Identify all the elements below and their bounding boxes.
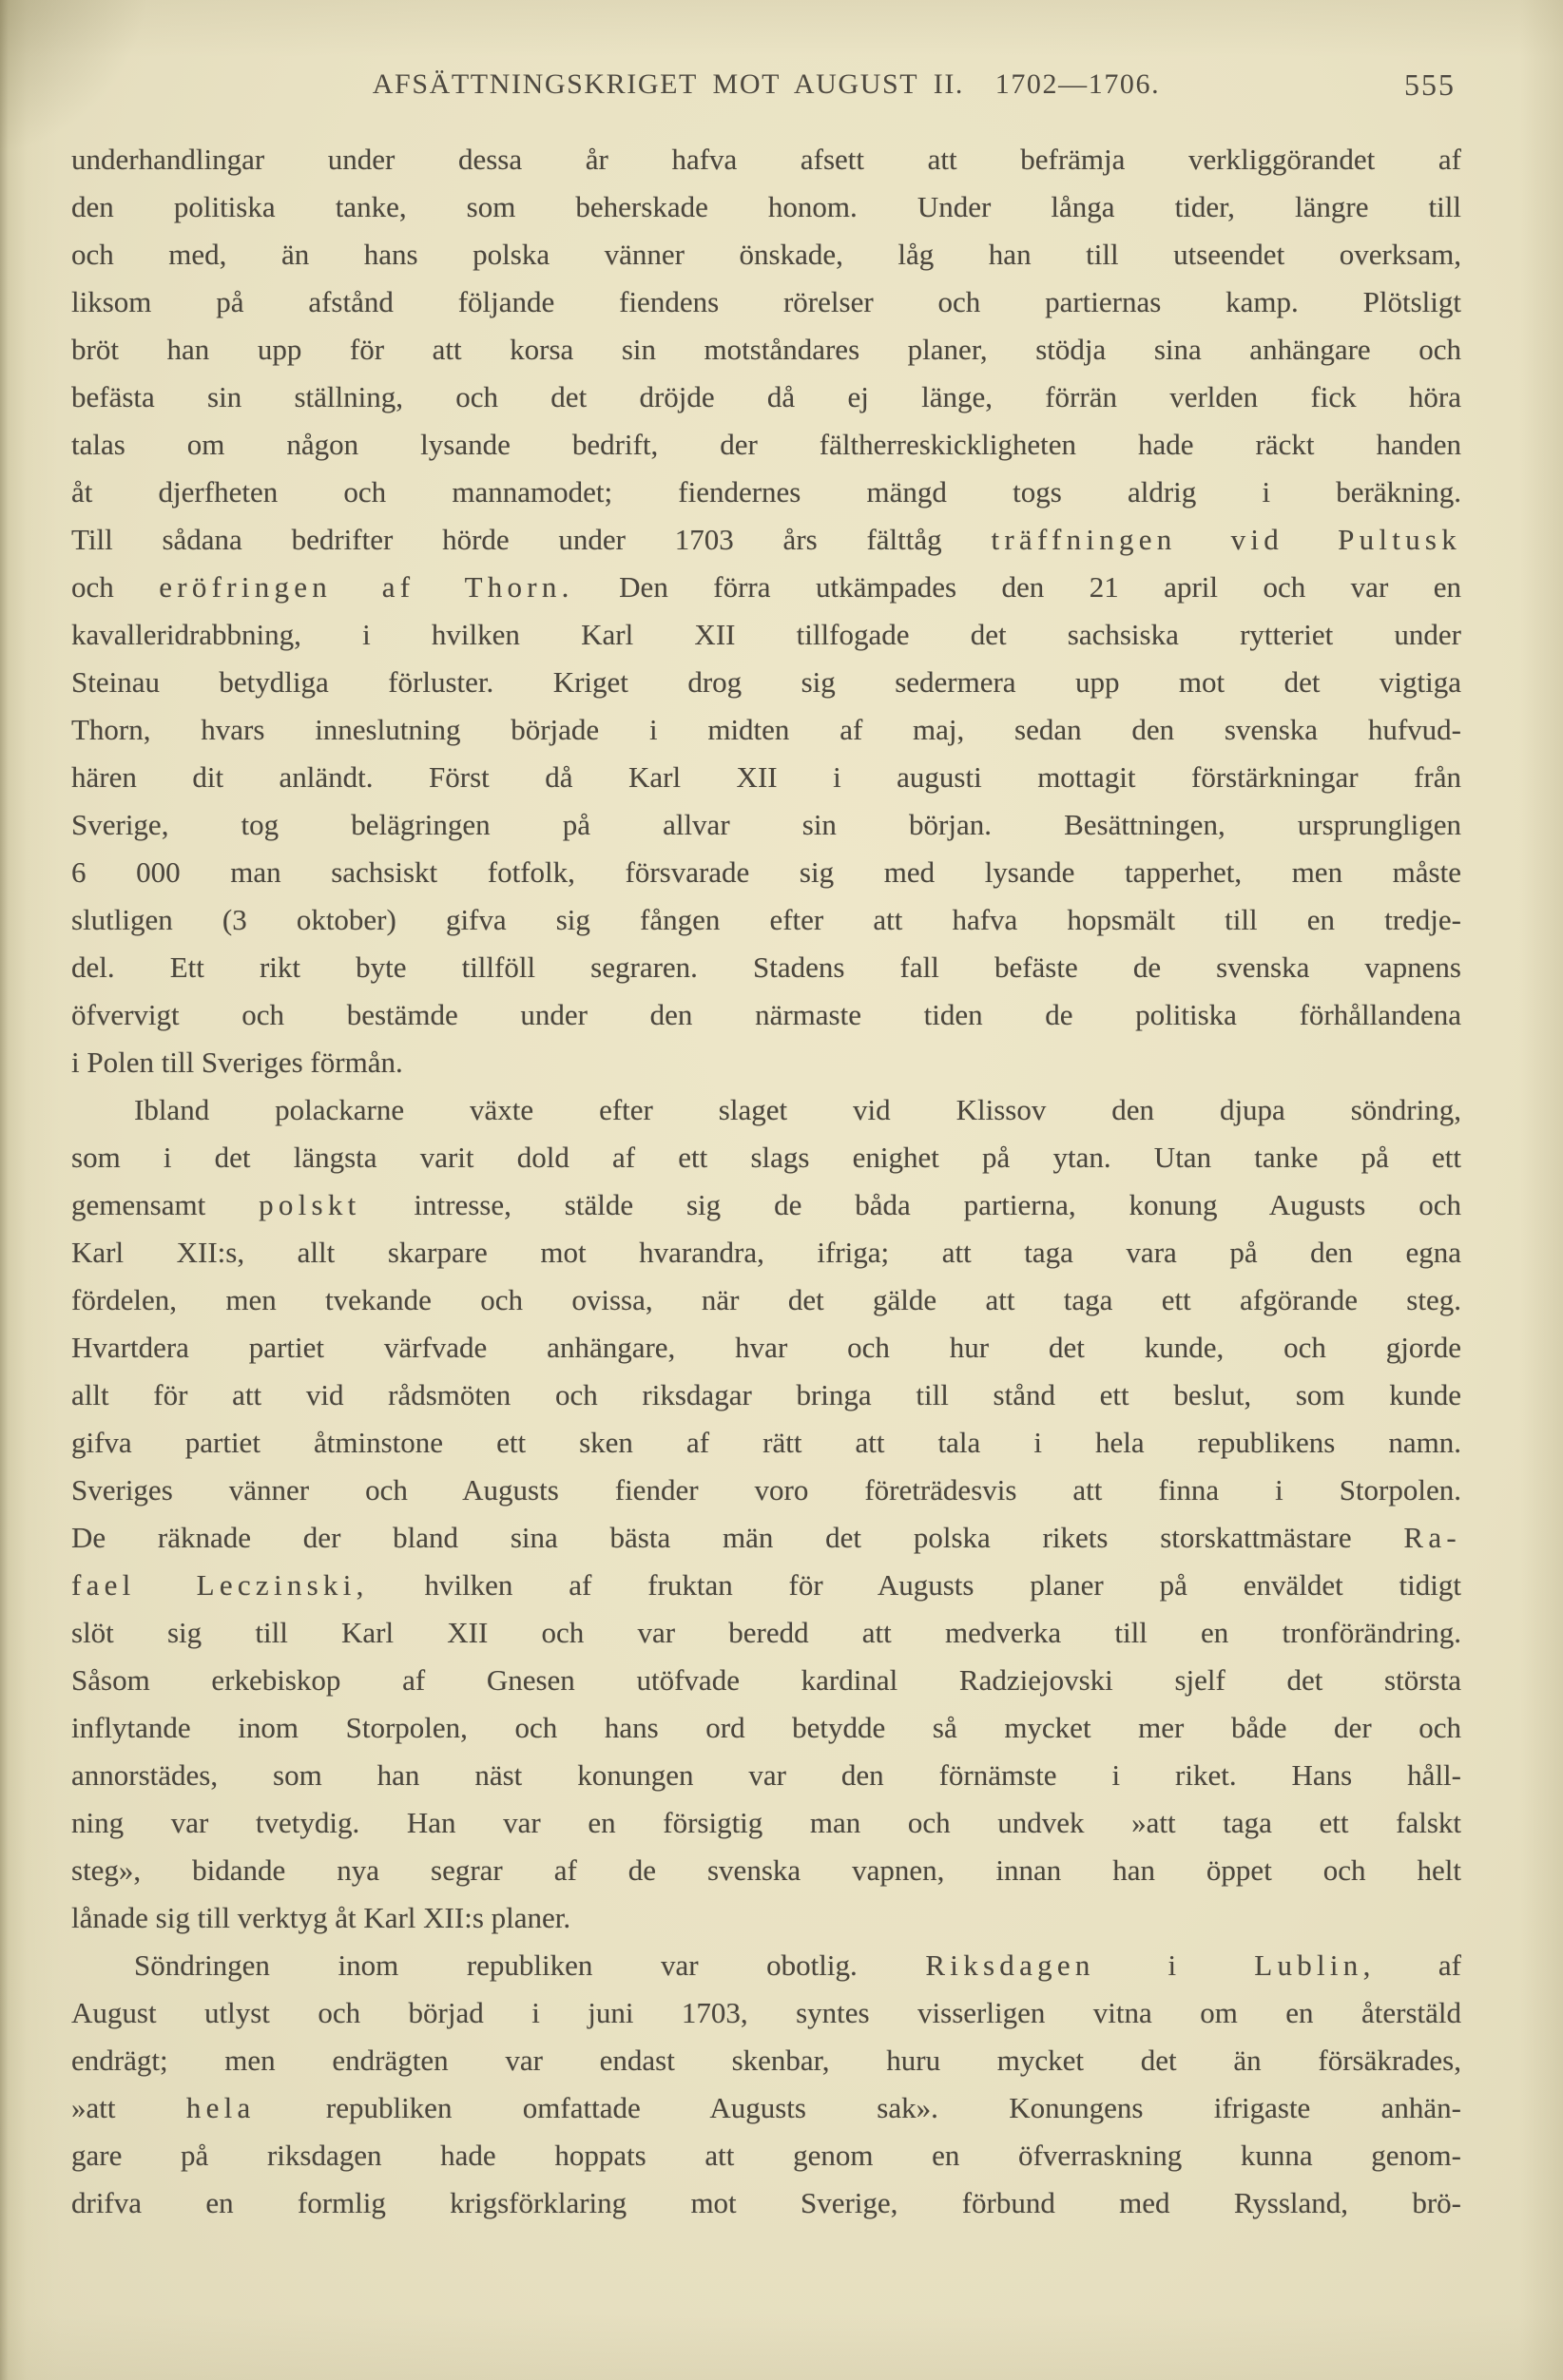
text-segment: lånade sig till verktyg åt Karl XII:s planer. xyxy=(71,1901,571,1934)
text-segment: bröt han upp för att korsa sin motståndares planer, stödja sina anhängare och xyxy=(71,333,1461,366)
text-segment: gemensamt xyxy=(71,1188,260,1221)
text-segment: intresse, stälde sig de båda partierna, konung Augusts och xyxy=(360,1188,1461,1221)
text-line xyxy=(71,564,1461,611)
text-segment: »att xyxy=(71,2091,186,2124)
text-line xyxy=(71,1894,1461,1942)
text-line xyxy=(71,944,1461,991)
paragraph xyxy=(71,136,1461,1086)
text-segment: endrägt; men endrägten var endast skenbar, huru mycket det än försäkrades, xyxy=(71,2044,1461,2077)
text-line xyxy=(71,374,1461,421)
text-segment: Söndringen inom republiken var obotlig. xyxy=(134,1948,926,1982)
text-segment: republiken omfattade Augusts sak». Konungens ifrigaste anhän- xyxy=(255,2091,1461,2124)
text-segment: hären dit anländt. Först då Karl XII i augusti mottagit förstärkningar från xyxy=(71,760,1461,794)
text-line xyxy=(71,1134,1461,1181)
text-line xyxy=(71,421,1461,469)
text-line xyxy=(71,611,1461,659)
text-segment: Sverige, tog belägringen på allvar sin början. Besättningen, ursprungligen xyxy=(71,808,1461,841)
text-line xyxy=(71,1942,1461,1989)
text-line xyxy=(71,1847,1461,1894)
text-segment: underhandlingar under dessa år hafva afsett att befrämja verkliggörandet af xyxy=(71,143,1461,176)
text-line xyxy=(71,849,1461,896)
text-segment: slutligen (3 oktober) gifva sig fången efter att hafva hopsmält till en tredje- xyxy=(71,903,1461,936)
paragraph xyxy=(71,1942,1461,2227)
text-segment: August utlyst och börjad i juni 1703, syntes visserligen vitna om en återstäld xyxy=(71,1996,1461,2029)
text-segment: gifva partiet åtminstone ett sken af rätt att tala i hela republikens namn. xyxy=(71,1426,1461,1459)
text-segment: och med, än hans polska vänner önskade, låg han till utseendet overksam, xyxy=(71,238,1461,271)
text-segment: allt för att vid rådsmöten och riksdagar bringa till stånd ett beslut, som kunde xyxy=(71,1378,1461,1411)
text-segment: Den förra utkämpades den 21 april och var en xyxy=(573,570,1461,604)
text-line xyxy=(71,1372,1461,1419)
text-segment: i Polen till Sveriges förmån. xyxy=(71,1046,403,1079)
text-segment: öfvervigt och bestämde under den närmaste tiden de politiska förhållandena xyxy=(71,998,1461,1031)
text-line xyxy=(71,1419,1461,1467)
emphasized-text: Riksdagen i Lublin xyxy=(925,1948,1363,1982)
text-segment: åt djerfheten och mannamodet; fiendernes mängd togs aldrig i beräkning. xyxy=(71,475,1461,509)
text-line xyxy=(71,1467,1461,1514)
text-line xyxy=(71,2084,1461,2132)
page-number: 555 xyxy=(1404,67,1456,102)
text-segment: den politiska tanke, som beherskade honom. Under långa tider, längre till xyxy=(71,190,1461,223)
text-line xyxy=(71,2037,1461,2084)
text-segment: befästa sin ställning, och det dröjde då ej länge, förrän verlden fick höra xyxy=(71,380,1461,413)
text-segment: steg», bidande nya segrar af de svenska vapnen, innan han öppet och helt xyxy=(71,1853,1461,1887)
text-line xyxy=(71,231,1461,278)
emphasized-text: fael Leczinski, xyxy=(71,1568,369,1602)
emphasized-text: hela xyxy=(185,2091,256,2124)
text-segment: liksom på afstånd följande fiendens rörelser och partiernas kamp. Plötsligt xyxy=(71,285,1461,318)
text-line xyxy=(71,1086,1461,1134)
text-segment: 6 000 man sachsiskt fotfolk, försvarade sig med lysande tapperhet, men måste xyxy=(71,855,1461,889)
text-line xyxy=(71,801,1461,849)
text-segment: gare på riksdagen hade hoppats att genom en öfverraskning kunna genom- xyxy=(71,2139,1461,2172)
text-segment: inflytande inom Storpolen, och hans ord betydde så mycket mer både der och xyxy=(71,1711,1461,1744)
text-segment: De räknade der bland sina bästa män det polska rikets storskattmästare xyxy=(71,1521,1404,1554)
text-segment: Såsom erkebiskop af Gnesen utöfvade kardinal Radziejovski sjelf det största xyxy=(71,1663,1461,1697)
text-line xyxy=(71,1752,1461,1799)
text-segment: fördelen, men tvekande och ovissa, när det gälde att taga ett afgörande steg. xyxy=(71,1283,1461,1316)
text-line xyxy=(71,1276,1461,1324)
text-segment: Till sådana bedrifter hörde under 1703 års fälttåg xyxy=(71,523,992,556)
text-line xyxy=(71,896,1461,944)
text-segment: Steinau betydliga förluster. Kriget drog sig sedermera upp mot det vigtiga xyxy=(71,665,1461,699)
text-line xyxy=(71,1609,1461,1657)
text-segment: Ibland polackarne växte efter slaget vid Klissov den djupa söndring, xyxy=(134,1093,1461,1126)
emphasized-text: Ra- xyxy=(1403,1521,1461,1554)
text-column xyxy=(71,67,1461,2227)
text-line xyxy=(71,2132,1461,2179)
text-segment: och xyxy=(71,570,160,604)
text-line xyxy=(71,1514,1461,1562)
text-line xyxy=(71,1799,1461,1847)
text-line xyxy=(71,469,1461,516)
emphasized-text: polskt xyxy=(259,1188,361,1221)
text-line xyxy=(71,1181,1461,1229)
text-segment: Thorn, hvars inneslutning började i midten af maj, sedan den svenska hufvud- xyxy=(71,713,1461,746)
text-segment: drifva en formlig krigsförklaring mot Sverige, förbund med Ryssland, brö- xyxy=(71,2186,1461,2219)
text-line xyxy=(71,1562,1461,1609)
text-line xyxy=(71,754,1461,801)
text-segment: del. Ett rikt byte tillföll segraren. Stadens fall befäste de svenska vapnens xyxy=(71,950,1461,984)
text-segment: Karl XII:s, allt skarpare mot hvarandra, ifriga; att taga vara på den egna xyxy=(71,1236,1461,1269)
text-segment: Hvartdera partiet värfvade anhängare, hvar och hur det kunde, och gjorde xyxy=(71,1331,1461,1364)
text-line xyxy=(71,706,1461,754)
text-line xyxy=(71,659,1461,706)
text-segment: slöt sig till Karl XII och var beredd att medverka till en tronförändring. xyxy=(71,1616,1461,1649)
text-line xyxy=(71,1704,1461,1752)
text-line xyxy=(71,1989,1461,2037)
paragraph xyxy=(71,1086,1461,1942)
text-line xyxy=(71,1039,1461,1086)
text-line xyxy=(71,183,1461,231)
emphasized-text: träffningen vid Pultusk xyxy=(991,523,1461,556)
text-segment: talas om någon lysande bedrift, der fältherreskickligheten hade räckt handen xyxy=(71,428,1461,461)
text-line xyxy=(71,516,1461,564)
text-line xyxy=(71,278,1461,326)
text-line xyxy=(71,991,1461,1039)
text-segment: kavalleridrabbning, i hvilken Karl XII tillfogade det sachsiska rytteriet under xyxy=(71,618,1461,651)
text-line xyxy=(71,2179,1461,2227)
page-body xyxy=(71,136,1461,2227)
text-line xyxy=(71,1229,1461,1276)
running-head-title: AFSÄTTNINGSKRIGET MOT AUGUST II. 1702—1706. xyxy=(372,68,1161,100)
page-header xyxy=(71,67,1461,103)
text-line xyxy=(71,136,1461,183)
text-segment: hvilken af fruktan för Augusts planer på enväldet tidigt xyxy=(368,1568,1461,1602)
text-segment: annorstädes, som han näst konungen var den förnämste i riket. Hans håll- xyxy=(71,1758,1461,1792)
text-segment: , af xyxy=(1362,1948,1461,1982)
text-line xyxy=(71,1324,1461,1372)
text-segment: ning var tvetydig. Han var en försigtig man och undvek »att taga ett falskt xyxy=(71,1806,1461,1839)
text-segment: Sveriges vänner och Augusts fiender voro företrädesvis att finna i Storpolen. xyxy=(71,1473,1461,1507)
text-line xyxy=(71,326,1461,374)
text-segment: som i det längsta varit dold af ett slags enighet på ytan. Utan tanke på ett xyxy=(71,1141,1461,1174)
emphasized-text: eröfringen af Thorn. xyxy=(159,570,574,604)
text-line xyxy=(71,1657,1461,1704)
